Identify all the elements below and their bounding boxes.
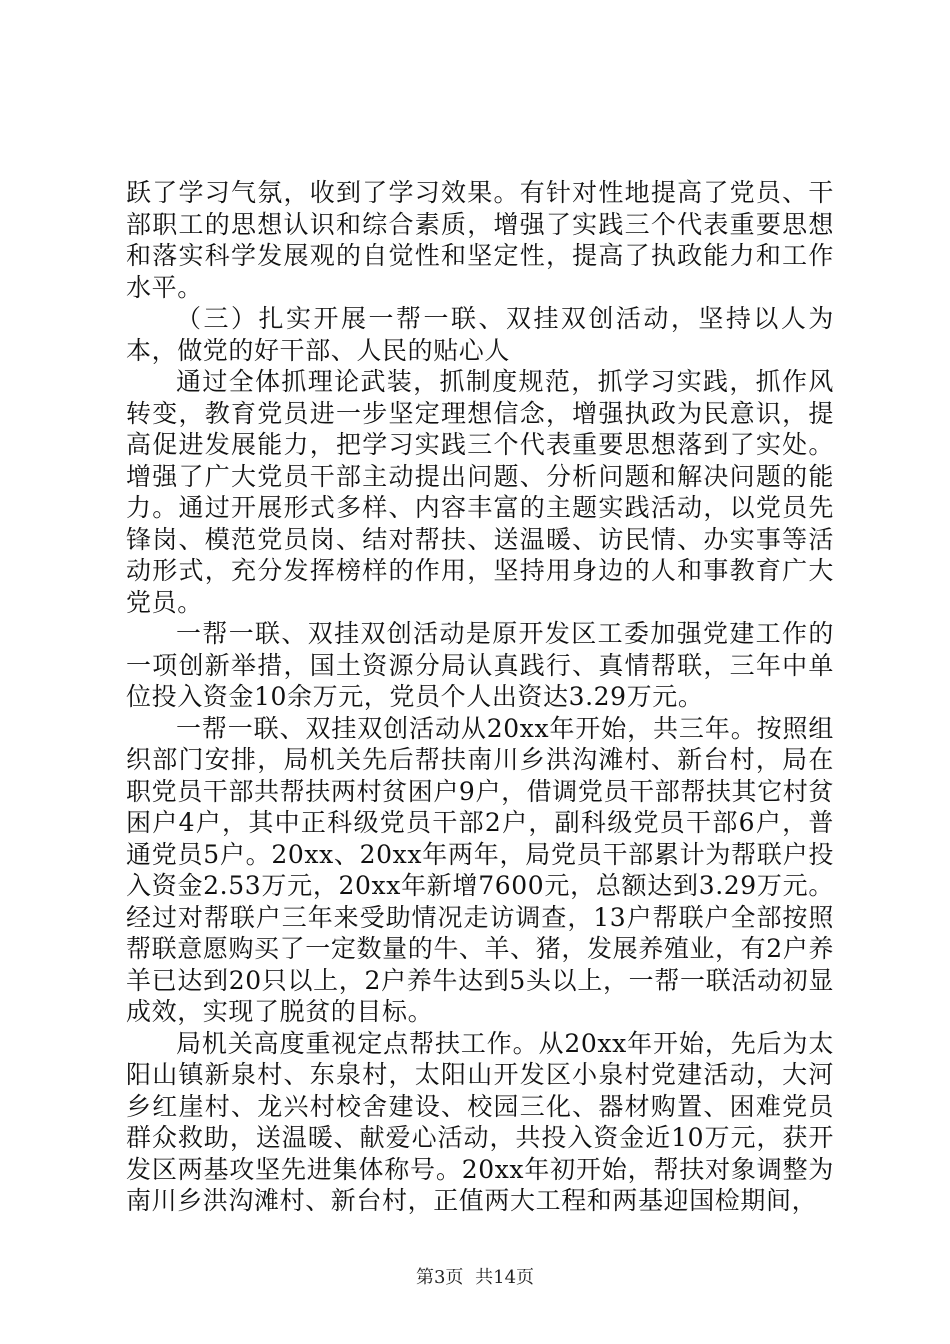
page-total: 共14页 <box>475 1267 535 1288</box>
paragraph: 通过全体抓理论武装，抓制度规范，抓学习实践，抓作风转变，教育党员进一步坚定理想信念，增强执政为民意识，提高促进发展能力，把学习实践三个代表重要思想落到了实处。增强了广大党员干部主动提出问题、分析问题和解决问题的能力。通过开展形式多样、内容丰富的主题实践活动，以党员先锋岗、模范党员岗、结对帮扶、送温暖、访民情、办实事等活动形式，充分发挥榜样的作用，坚持用身边的人和事教育广大党员。 <box>126 367 834 617</box>
paragraph-continuation: 跃了学习气氛，收到了学习效果。有针对性地提高了党员、干部职工的思想认识和综合素质，增强了实践三个代表重要思想和落实科学发展观的自觉性和坚定性，提高了执政能力和工作水平。 <box>126 178 834 302</box>
page-number: 第3页 <box>415 1267 464 1288</box>
document-body <box>126 177 834 1217</box>
paragraph: 局机关高度重视定点帮扶工作。从20xx年开始，先后为太阳山镇新泉村、东泉村，太阳山开发区小泉村党建活动，大河乡红崖村、龙兴村校舍建设、校园三化、器材购置、困难党员群众救助，送温暖、献爱心活动，共投入资金近10万元，获开发区两基攻坚先进集体称号。20xx年初开始，帮扶对象调整为南川乡洪沟滩村、新台村，正值两大工程和两基迎国检期间， <box>126 1028 834 1215</box>
section-heading: （三）扎实开展一帮一联、双挂双创活动，坚持以人为本，做党的好干部、人民的贴心人 <box>126 304 834 365</box>
paragraph: 一帮一联、双挂双创活动是原开发区工委加强党建工作的一项创新举措，国土资源分局认真践行、真情帮联，三年中单位投入资金10余万元，党员个人出资达3.29万元。 <box>126 619 834 711</box>
page-footer <box>0 1267 950 1289</box>
paragraph: 一帮一联、双挂双创活动从20xx年开始，共三年。按照组织部门安排，局机关先后帮扶南川乡洪沟滩村、新台村，局在职党员干部共帮扶两村贫困户9户，借调党员干部帮扶其它村贫困户4户，其中正科级党员干部2户，副科级党员干部6户，普通党员5户。20xx、20xx年两年，局党员干部累计为帮联户投入资金2.53万元，20xx年新增7600元，总额达到3.29万元。经过对帮联户三年来受助情况走访调查，13户帮联户全部按照帮联意愿购买了一定数量的牛、羊、猪，发展养殖业，有2户养羊已达到20只以上，2户养牛达到5头以上，一帮一联活动初显成效，实现了脱贫的目标。 <box>126 713 834 1026</box>
